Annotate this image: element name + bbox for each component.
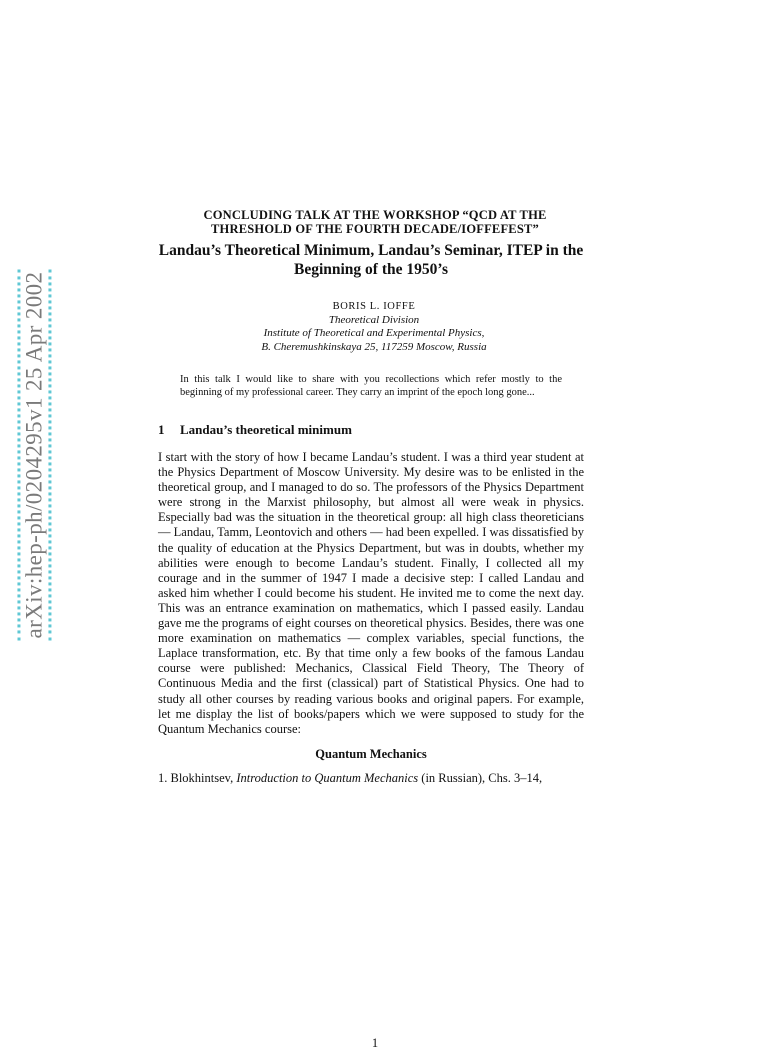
- section-number: 1: [158, 422, 165, 437]
- author-division: Theoretical Division: [328, 313, 420, 326]
- arxiv-identifier-text: arXiv:hep-ph/0204295v1 25 Apr 2002: [17, 270, 51, 641]
- subsection-title: Quantum Mechanics: [315, 746, 427, 761]
- abstract: In this talk I would like to share with you recollections which refer mostly to the beginning of my professional career. They carry an imprint of the epoch long gone...: [180, 374, 562, 398]
- reference-suffix: (in Russian), Chs. 3–14,: [421, 770, 543, 785]
- paper-title: Landau’s Theoretical Minimum, Landau’s Seminar, ITEP in the Beginning of the 1950’s: [158, 242, 584, 278]
- section-title: Landau’s theoretical minimum: [180, 422, 352, 437]
- workshop-title: CONCLUDING TALK AT THE WORKSHOP “QCD AT THE THRESHOLD OF THE FOURTH DECADE/IOFFEFEST”: [203, 208, 547, 236]
- arxiv-identifier-stamp: [6, 252, 62, 658]
- author-address: B. Cheremushkinskaya 25, 117259 Moscow, Russia: [261, 340, 487, 353]
- body-paragraph: I start with the story of how I became Landau’s student. I was a third year student at the Physics Department of Moscow University. My desire was to be enlisted in the theoretical group, and I managed to do so. The professors of the Physics Department were strong in the Marxist philosophy, but almost all were weak in physics. Especially bad was the situation in the theoretical group: all high class theoreticians — Landau, Tamm, Leontovich and others — had been expelled. I was dissatisfied by the quality of education at the Physics Department, but was in doubts, whether my abilities were enough to become Landau’s student. Finally, I collected all my courage and in the summer of 1947 I made a decisive step: I called Landau and asked him whether I could become his student. He invited me to come the next day. This was an entrance examination on mathematics, which I passed easily. Landau gave me the programs of eight courses on theoretical physics. Besides, there was one more examination on mathematics — complex variables, special functions, the Laplace transformation, etc. By that time only a few books of the famous Landau course were published: Mechanics, Classical Field Theory, The Theory of Continuous Media and the first (classical) part of Statistical Physics. One had to study all other courses by reading various books and original papers. For example, let me display the list of books/papers which we were supposed to study for the Quantum Mechanics course:: [158, 450, 584, 736]
- author-institute: Institute of Theoretical and Experimental Physics,: [263, 327, 485, 339]
- reference-item: [158, 771, 584, 786]
- author-block: [164, 300, 584, 354]
- paper-page: [158, 208, 584, 1050]
- page-number: 1: [371, 1036, 379, 1050]
- author-name: BORIS L. IOFFE: [332, 301, 416, 312]
- reference-book-title: Introduction to Quantum Mechanics: [236, 770, 419, 785]
- reference-prefix: 1. Blokhintsev,: [158, 770, 234, 785]
- section-heading: [158, 422, 584, 438]
